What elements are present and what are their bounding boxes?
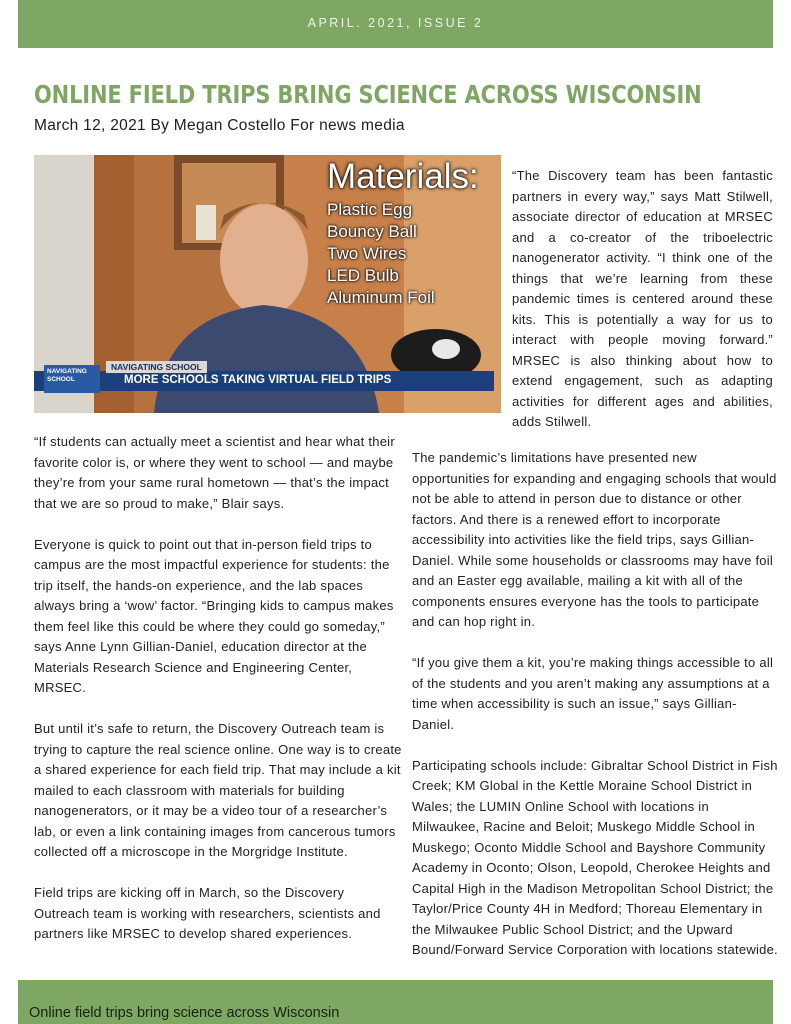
- ticker-tag: NAVIGATING SCHOOL: [106, 361, 207, 373]
- paragraph: “If students can actually meet a scientist and hear what their favorite color is, or where they went to school — and maybe they’re from your same rural hometown — that’s the impact that we are so proud to make,” Blair says.: [34, 434, 395, 511]
- paragraph: “The Discovery team has been fantastic partners in every way,” says Matt Stilwell, associate director of education at MRSEC and a co-creator of the triboelectric nanogenerator activity. “I think one of the things that we’re learning from these pandemic times is centered around these kits. This is potentially a way for us to interact with people moving forward.” MRSEC is also thinking about how to extend engagement, such as adapting activities for different ages and abilities, adds Stilwell.: [512, 168, 773, 429]
- ticker-headline: MORE SCHOOLS TAKING VIRTUAL FIELD TRIPS: [124, 374, 392, 386]
- paragraph: Participating schools include: Gibraltar School District in Fish Creek; KM Global in the Kettle Moraine School District in Wales; the LUMIN Online School with locations in Milwaukee, Racine and Beloit; Muskego Middle School in Muskego; Oconto Middle School and Bayshore Community Academy in Oconto; Olson, Leopold, Cherokee Heights and Capital High in the Madison Metropolitan School District; the Taylor/Price County 4H in Medford; Thoreau Elementary in the Milwaukee Public School District; and the Upward Bound/Forward Service Corporation with locations statewide.: [412, 757, 778, 957]
- station-logo: NAVIGATING SCHOOL: [44, 365, 100, 393]
- byline: March 12, 2021 By Megan Costello For news media: [34, 117, 405, 134]
- left-column: [34, 432, 402, 965]
- material-item: Bouncy Ball: [327, 222, 417, 241]
- paragraph: Everyone is quick to point out that in-person field trips to campus are the most impactful experience for students: the trip itself, the hands-on experience, and the lab spaces always bring a ‘wow’ factor. “Bringing kids to campus makes them feel like this could be where they could go someday,” says Anne Lynn Gillian-Daniel, education director at the Materials Research Science and Engineering Center, MRSEC.: [34, 536, 394, 695]
- quote-column: [512, 166, 773, 453]
- paragraph: Field trips are kicking off in March, so the Discovery Outreach team is working with researchers, scientists and partners like MRSEC to develop shared experiences.: [34, 885, 381, 941]
- video-still-photo: [34, 155, 501, 413]
- materials-title: Materials:: [327, 157, 479, 196]
- material-item: Plastic Egg: [327, 200, 413, 219]
- material-item: Two Wires: [327, 244, 407, 263]
- material-item: LED Bulb: [327, 266, 399, 285]
- footer-title: Online field trips bring science across Wisconsin: [29, 1005, 340, 1021]
- right-column: [412, 448, 778, 981]
- article-title: ONLINE FIELD TRIPS BRING SCIENCE ACROSS WISCONSIN: [34, 80, 702, 109]
- issue-label: APRIL. 2021, ISSUE 2: [307, 16, 484, 30]
- material-item: Aluminum Foil: [327, 288, 435, 307]
- paragraph: The pandemic’s limitations have presented new opportunities for expanding and engaging schools that would not be able to attend in person due to distance or other factors. And there is a renewed effort to incorporate accessibility into activities like the field trips, says Gillian-Daniel. While some households or classrooms may have foil and an Easter egg available, mailing a kit with all of the components ensures everyone has the tools to participate and can hop right in.: [412, 450, 777, 629]
- paragraph: But until it’s safe to return, the Discovery Outreach team is trying to capture the real science online. One way is to create a shared experience for each field trip. That may include a kit mailed to each classroom with materials for building nanogenerators, or it may be a video tour of a researcher’s lab, or even a link containing images from cancerous tumors collected off a microscope in the Morgridge Institute.: [34, 721, 402, 859]
- footer-band: [18, 980, 773, 1024]
- header-band: [18, 0, 773, 48]
- paragraph: “If you give them a kit, you’re making things accessible to all of the students and you aren’t making any assumptions at a time when accessibility is such an issue,” says Gillian-Daniel.: [412, 655, 774, 732]
